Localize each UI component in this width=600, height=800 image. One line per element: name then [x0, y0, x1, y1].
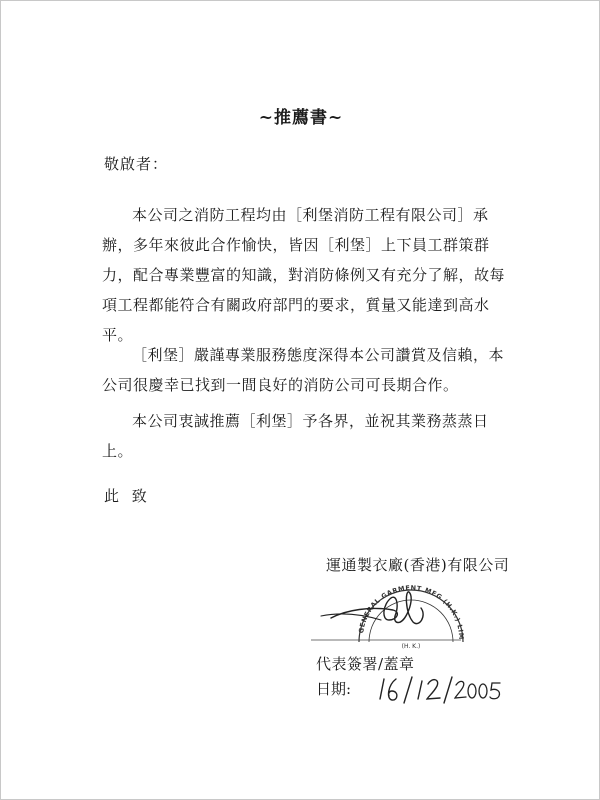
paragraph-line: 上。	[102, 442, 134, 460]
closing-phrase: 此 致	[104, 487, 151, 505]
signature-stroke	[321, 614, 381, 620]
paragraph-line: 公司很慶幸已找到一間良好的消防公司可長期合作。	[102, 376, 459, 394]
paragraph-line: 本公司衷誠推薦［利堡］予各界，並祝其業務蒸蒸日	[132, 412, 489, 430]
seal-bottom-text: (H. K.)	[401, 643, 421, 650]
paragraph-line: 力，配合專業豐富的知識，對消防條例又有充分了解，故每	[102, 266, 506, 284]
paragraph-line: 辦，多年來彼此合作愉快，皆因［利堡］上下員工群策群	[102, 236, 490, 254]
paragraph-2	[102, 340, 522, 400]
paragraph-line: 平。	[102, 326, 134, 344]
document-title: ~推薦書~	[258, 108, 344, 128]
salutation: 敬啟者：	[104, 155, 169, 173]
paragraph-line: ［利堡］嚴謹專業服務態度深得本公司讚賞及信賴，本	[132, 346, 505, 364]
date-row	[316, 669, 516, 709]
handwritten-date	[374, 669, 514, 709]
date-label: 日期:	[316, 680, 352, 698]
seal-lettering: GENERAL GARMENT MFG (H.K.) LIM	[357, 583, 466, 640]
paragraph-1	[102, 200, 522, 350]
company-name: 運通製衣廠(香港)有限公司	[326, 556, 510, 574]
paragraph-line: 本公司之消防工程均由［利堡消防工程有限公司］承	[132, 206, 489, 224]
paragraph-line: 項工程都能符合有關政府部門的要求，質量又能達到高水	[102, 296, 490, 314]
seal-inner-arc	[369, 600, 453, 642]
signature-label: 代表簽署/蓋章	[316, 655, 415, 673]
paragraph-3	[102, 406, 522, 466]
